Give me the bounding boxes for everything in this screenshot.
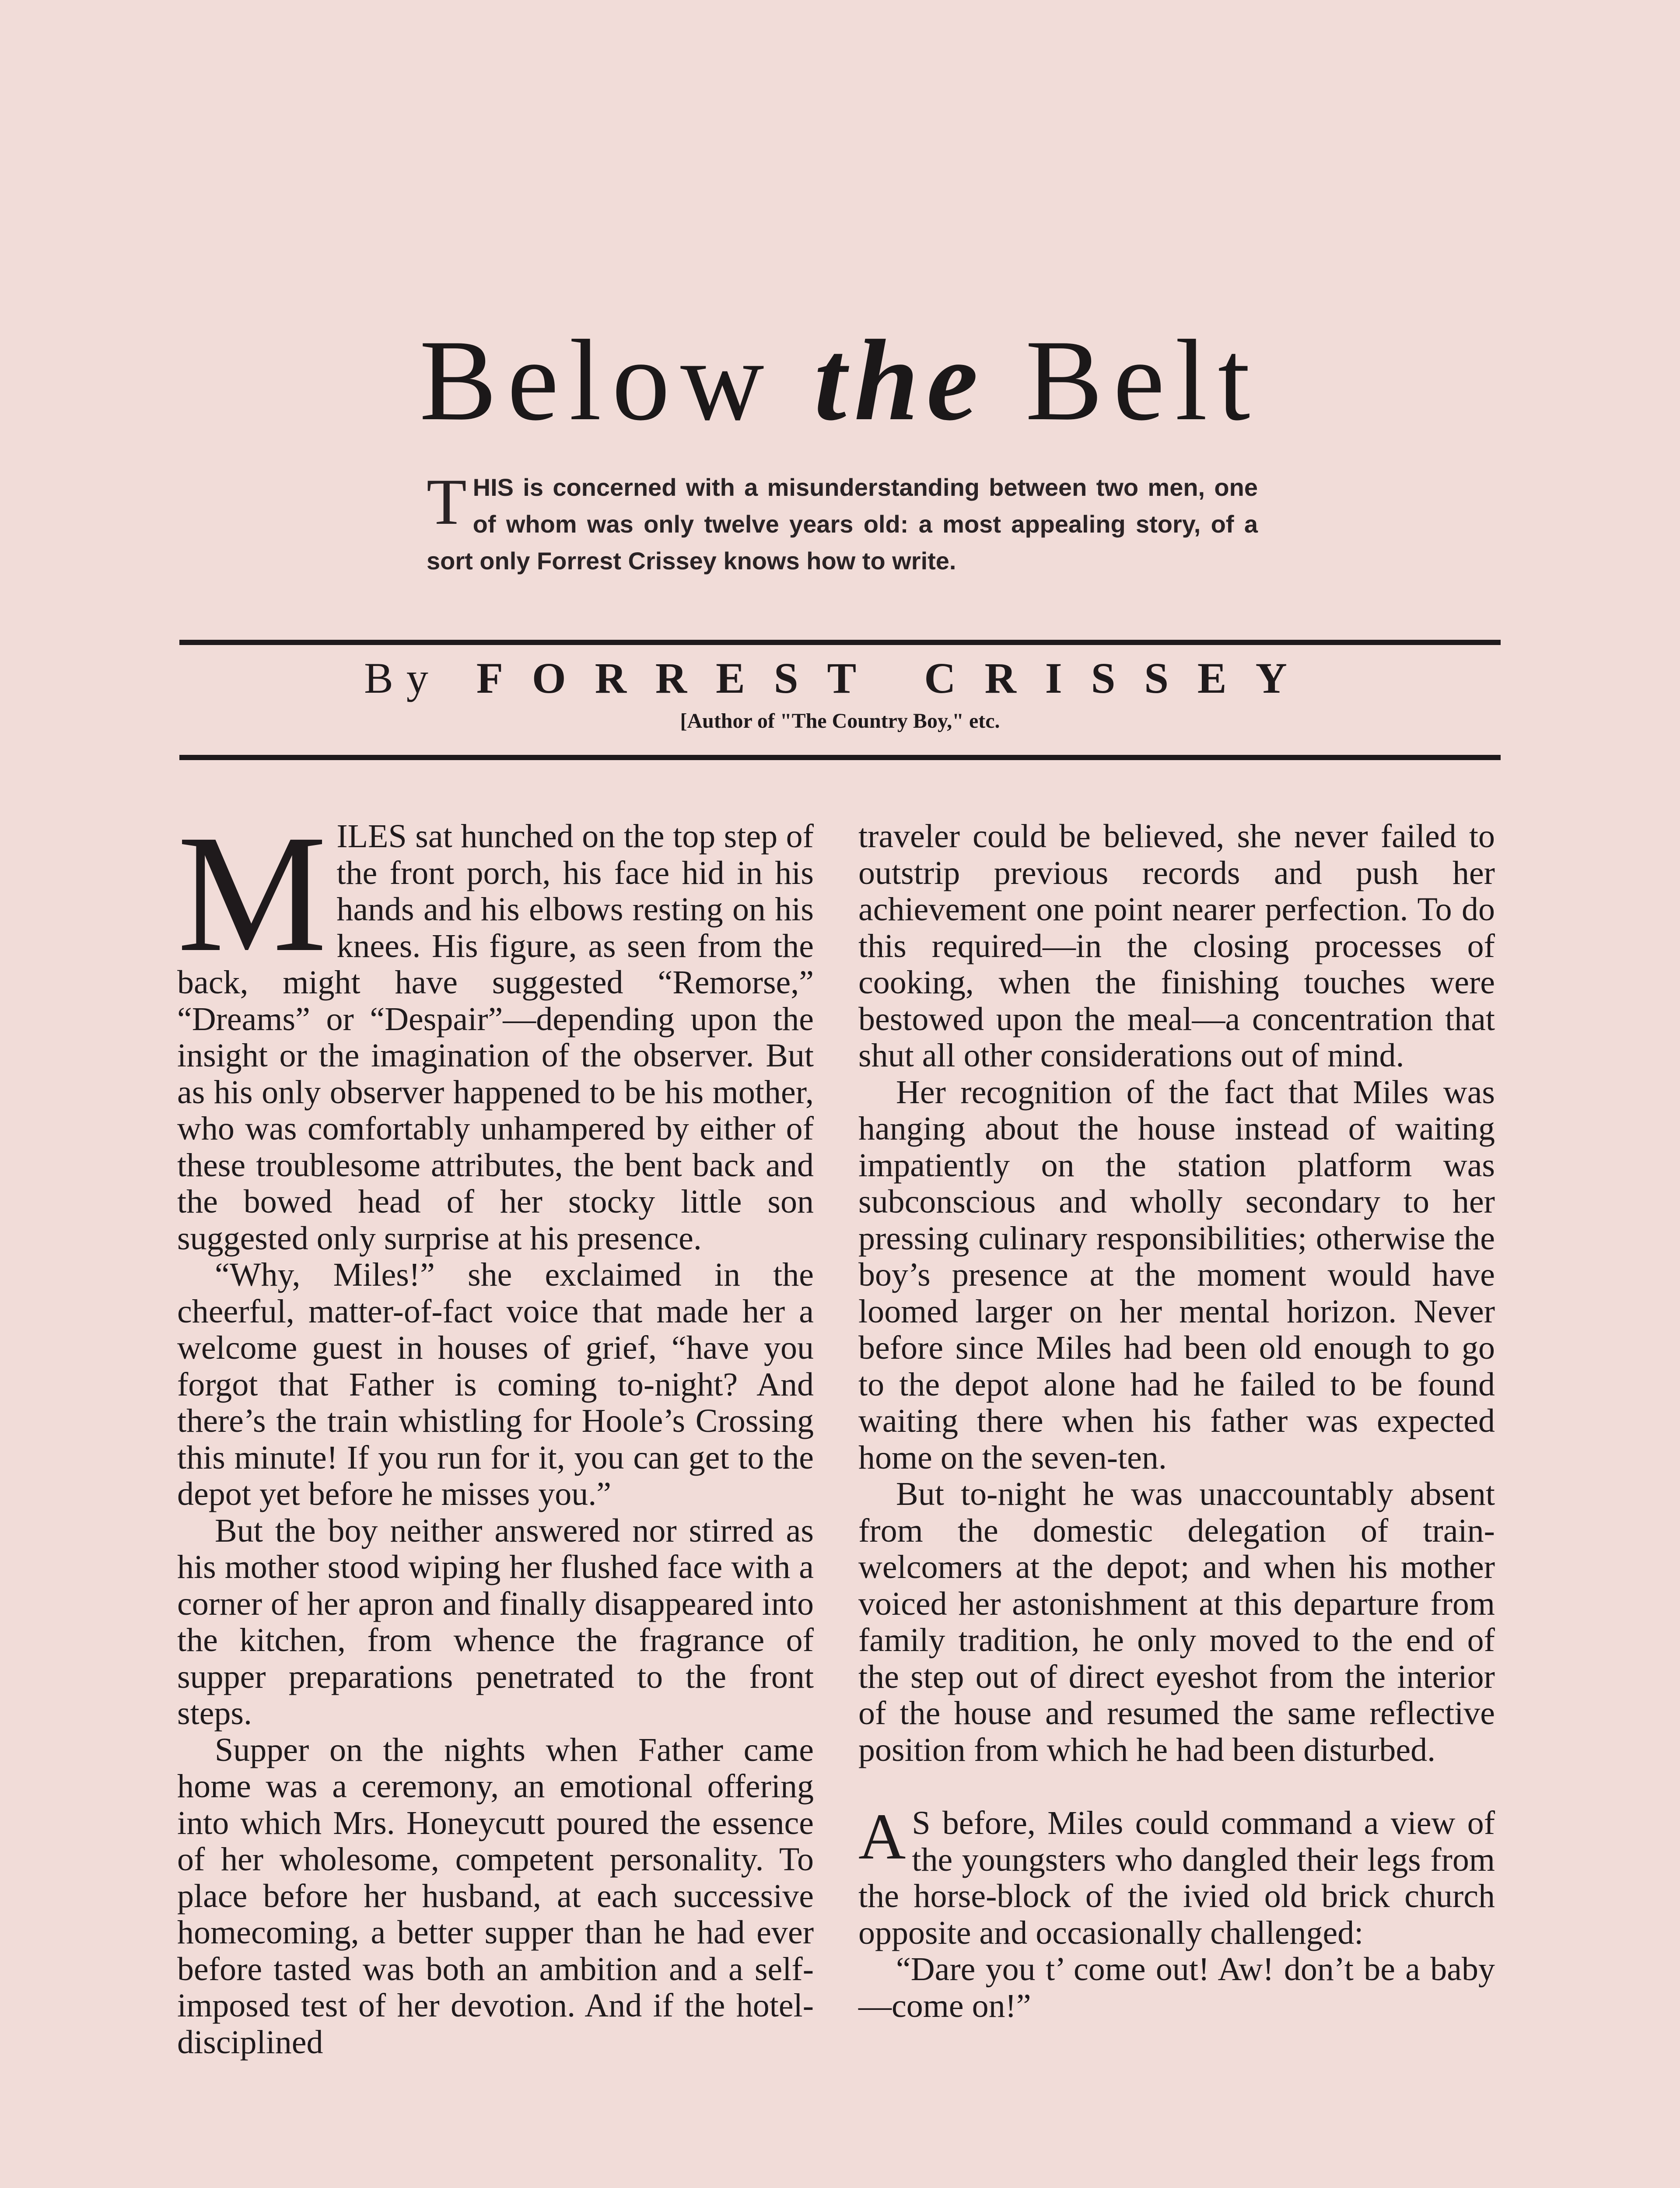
byline-author: FORREST CRISSEY xyxy=(476,654,1316,702)
divider-top xyxy=(179,640,1501,645)
divider-bottom xyxy=(179,755,1501,760)
column-left xyxy=(177,800,814,2061)
paragraph-2: “Why, Miles!” she exclaimed in the cheerful, matter-of-fact voice that made her a welcome guest in houses of grief, “have you forgot that Father is coming to-night? And there’s the train whistling for Hoole’s Crossing this minute! If you run for it, you can get to the depot yet before he misses you.” xyxy=(177,1256,814,1512)
author-credit: [Author of "The Country Boy," etc. xyxy=(680,709,1000,733)
drop-cap-small: A xyxy=(858,1800,906,1873)
intro-text: HIS is concerned with a misunderstanding between two men, one of whom was only twelve years old: a most appealing story, of a sort only Forrest Crissey knows how to write. xyxy=(427,473,1258,575)
title-word-below: Below xyxy=(419,316,775,445)
story-intro xyxy=(427,466,1258,579)
paragraph-6: Her recognition of the fact that Miles was hanging about the house instead of waiting impatiently on the station platform was subconscious and wholly secondary to her pressing culinary responsibilities; otherwise the boy’s presence at the moment would have loomed larger on her mental horizon. Never before since Miles had been old enough to go to the depot alone had he failed to be found waiting there when his father was expected home on the seven-ten. xyxy=(858,1073,1495,1476)
byline xyxy=(179,652,1501,705)
title-word-the: the xyxy=(814,316,986,445)
drop-cap: M xyxy=(177,800,327,987)
paragraph-1: MILES sat hunched on the top step of the front porch, his face hid in his hands and his elbows resting on his knees. His figure, as seen from the back, might have suggested “Remorse,” “Dreams” or “Despair”—depending upon the insight or the imagination of the observer. But as his only observer happened to be his mother, who was comfortably unhampered by either of these troublesome attributes, the bent back and the bowed head of her stocky little son suggested only surprise at his presence. xyxy=(177,800,814,1257)
paragraph-7: But to-night he was unaccountably absent from the domestic delegation of train-welcomers at the depot; and when his mother voiced her astonishment at this departure from family tradition, he only moved to the end of the step out of direct eyeshot from the interior of the house and resumed the same reflective position from which he had been disturbed. xyxy=(858,1476,1495,1768)
byline-by: By xyxy=(364,654,441,702)
paragraph-4: Supper on the nights when Father came home was a ceremony, an emotional offering into which Mrs. Honeycutt poured the essence of her wholesome, competent personality. To place before her husband, at each successive homecoming, a better supper than he had ever before tasted was both an ambition and a self-imposed test of her devotion. And if the hotel-disciplined xyxy=(177,1731,814,2061)
column-right xyxy=(858,818,1495,2024)
intro-initial: T xyxy=(427,466,467,538)
paragraph-8: A S before, Miles could command a view of the youngsters who dangled their legs from the horse-block of the ivied old brick church opposite and occasionally challenged: xyxy=(858,1800,1495,1951)
paragraph-3: But the boy neither answered nor stirred as his mother stood wiping her flushed face with a corner of her apron and finally disappeared into the kitchen, from whence the fragrance of supper preparations penetrated to the front steps. xyxy=(177,1512,814,1732)
paragraph-5: traveler could be believed, she never failed to outstrip previous records and push her achievement one point nearer perfection. To do this required—in the closing processes of cooking, when the finishing touches were bestowed upon the meal—a concentration that shut all other considerations out of mind. xyxy=(858,818,1495,1074)
story-title xyxy=(0,316,1680,445)
paragraph-9: “Dare you t’ come out! Aw! don’t be a baby—come on!” xyxy=(858,1951,1495,2024)
title-word-belt: Belt xyxy=(1025,316,1261,445)
